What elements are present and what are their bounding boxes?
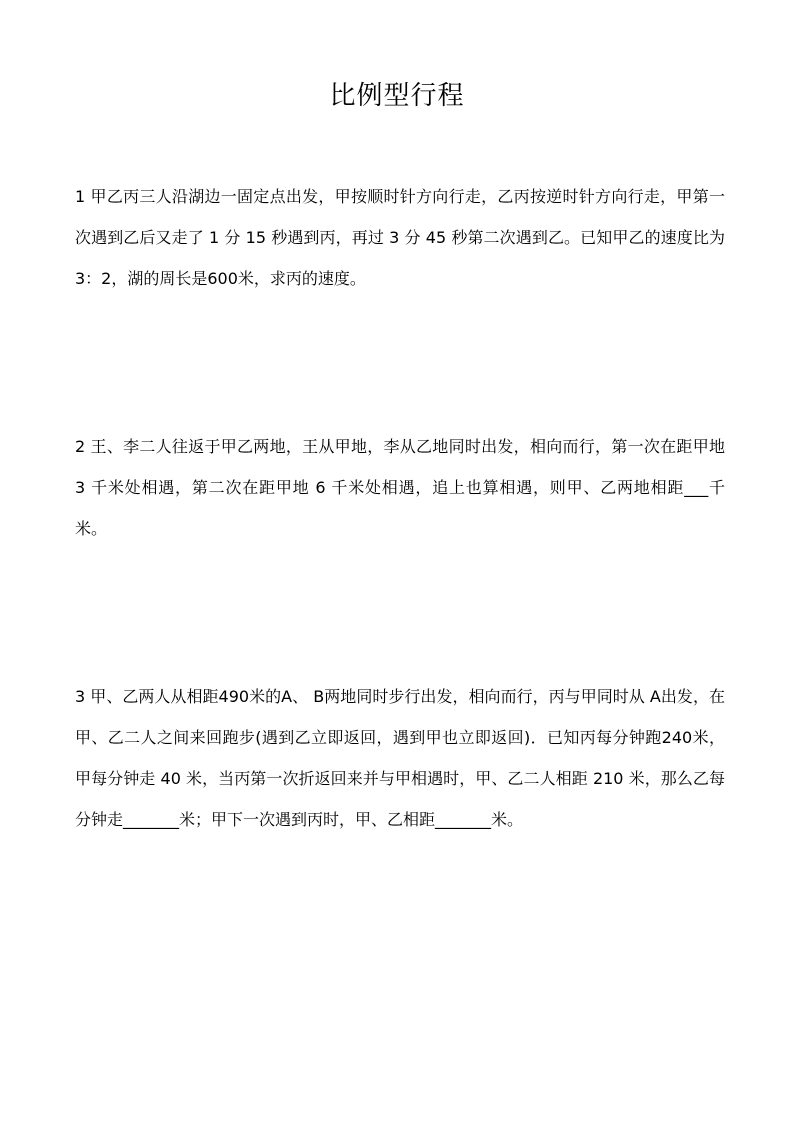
problem-3: 3 甲、乙两人从相距490米的A、 B两地同时步行出发，相向而行，丙与甲同时从 A出发，在甲、乙二人之间来回跑步(遇到乙立即返回，遇到甲也立即返回)．已知丙每分钟跑240米，甲每分钟走 40 米，当丙第一次折返回来并与甲相遇时，甲、乙二人相距 210 米，那么乙每分钟走_______米；甲下一次遇到丙时，甲、乙相距_______米。 <box>75 687 725 829</box>
page-title: 比例型行程 <box>329 81 465 111</box>
problem-1: 1 甲乙丙三人沿湖边一固定点出发，甲按顺时针方向行走，乙丙按逆时针方向行走，甲第一次遇到乙后又走了 1 分 15 秒遇到丙，再过 3 分 45 秒第二次遇到乙。已知甲乙的速度比为3：2，湖的周长是600米，求丙的速度。 <box>75 187 725 288</box>
problem-2: 2 王、李二人往返于甲乙两地，王从甲地，李从乙地同时出发，相向而行，第一次在距甲地 3 千米处相遇，第二次在距甲地 6 千米处相遇，追上也算相遇，则甲、乙两地相距___千米。 <box>75 437 725 538</box>
